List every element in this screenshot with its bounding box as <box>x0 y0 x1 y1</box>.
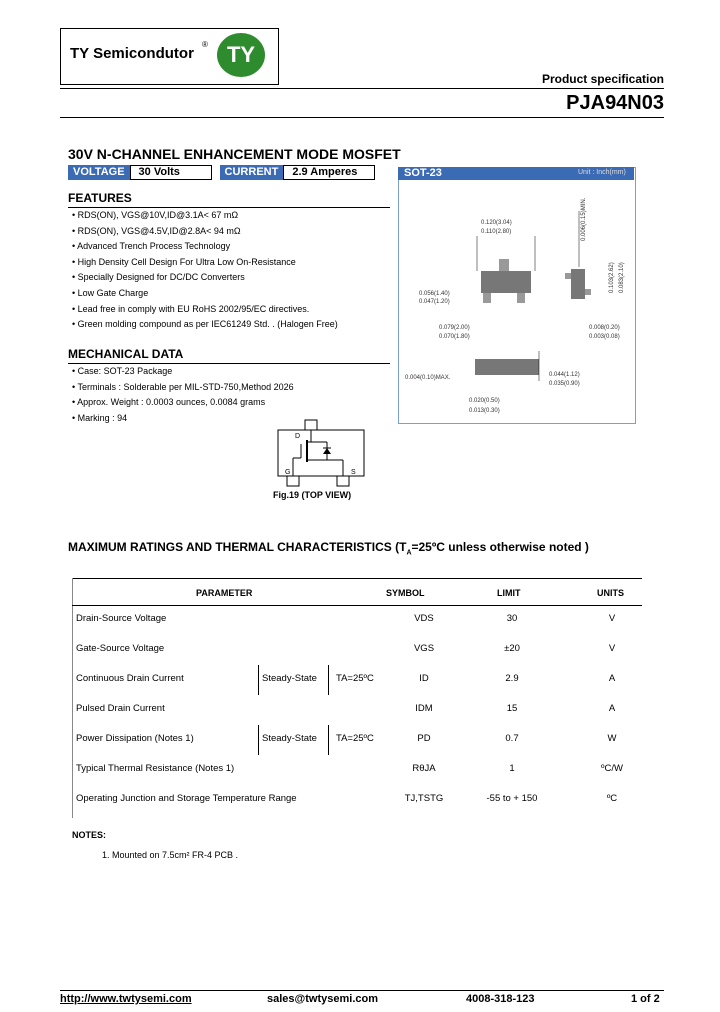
pin-label-g: G <box>285 469 291 476</box>
footer-divider <box>60 990 664 991</box>
dim-label: 0.013(0.30) <box>469 408 500 414</box>
features-heading: FEATURES <box>68 191 390 208</box>
company-name: TY Semicondutor <box>70 45 194 62</box>
voltage-value: 30 Volts <box>130 165 212 180</box>
list-item: • Marking : 94 <box>72 411 294 427</box>
note-item: 1. Mounted on 7.5cm² FR-4 PCB . <box>102 850 239 860</box>
dim-label: 0.083(2.10) <box>619 262 625 293</box>
footer-phone: 4008-318-123 <box>466 993 535 1005</box>
pin-label-d: D <box>295 433 301 440</box>
notes-heading: NOTES: <box>72 830 107 840</box>
current-value: 2.9 Amperes <box>283 165 375 180</box>
dim-label: 0.103(2.62) <box>609 262 615 293</box>
table-row: Power Dissipation (Notes 1) Steady-State TA=25ºC PD 0.7 W <box>72 725 642 755</box>
dim-label: 0.110(2.80) <box>481 229 512 235</box>
registered-mark: ® <box>202 40 208 49</box>
dim-label: 0.079(2.00) <box>439 325 470 331</box>
pin-label-s: S <box>351 469 356 476</box>
table-top-border <box>72 578 642 579</box>
dim-label: 0.003(0.08) <box>589 334 620 340</box>
dim-label: 0.044(1.12) <box>549 372 580 378</box>
dim-label: 0.008(0.20) <box>589 325 620 331</box>
dim-label: 0.120(3.04) <box>481 220 512 226</box>
dim-label: 0.056(1.40) <box>419 291 450 297</box>
voltage-label: VOLTAGE <box>68 165 130 180</box>
table-row: Typical Thermal Resistance (Notes 1) RθJA 1 ºC/W <box>76 763 623 774</box>
col-header-units: UNITS <box>597 588 624 598</box>
col-header-parameter: PARAMETER <box>196 588 253 598</box>
spec-bar <box>68 165 375 180</box>
list-item: • Terminals : Solderable per MIL-STD-750,Method 2026 <box>72 380 294 396</box>
package-unit: Unit : Inch(mm) <box>578 169 626 176</box>
list-item: • Low Gate Charge <box>72 286 338 302</box>
dim-label: 0.070(1.80) <box>439 334 470 340</box>
dim-label: 0.006(0.15)MIN. <box>581 197 587 241</box>
page-number: 1 of 2 <box>631 993 660 1005</box>
table-row: Drain-Source Voltage VDS 30 V <box>76 613 616 624</box>
current-label: CURRENT <box>220 165 284 180</box>
list-item: • RDS(ON), VGS@4.5V,ID@2.8A< 94 mΩ <box>72 224 338 240</box>
table-row: Operating Junction and Storage Temperature Range TJ,TSTG -55 to + 150 ºC <box>76 793 618 804</box>
table-row: Pulsed Drain Current IDM 15 A <box>76 703 616 714</box>
col-header-symbol: SYMBOL <box>386 588 425 598</box>
dim-label: 0.035(0.90) <box>549 381 580 387</box>
package-title: SOT-23 <box>404 167 442 179</box>
dim-label: 0.020(0.50) <box>469 398 500 404</box>
list-item: • RDS(ON), VGS@10V,ID@3.1A< 67 mΩ <box>72 208 338 224</box>
list-item: • Case: SOT-23 Package <box>72 364 294 380</box>
col-header-limit: LIMIT <box>497 588 521 598</box>
ratings-heading: MAXIMUM RATINGS AND THERMAL CHARACTERISTICS ($T_A=25ºC$ unless otherwise noted ) <box>68 540 589 557</box>
page-title: 30V N-CHANNEL ENHANCEMENT MODE MOSFET <box>68 146 401 162</box>
table-row: Gate-Source Voltage VGS ±20 V <box>76 643 616 654</box>
mechanical-heading: MECHANICAL DATA <box>68 347 390 364</box>
divider <box>60 88 664 89</box>
divider <box>60 117 664 118</box>
package-outline-drawing <box>399 181 633 421</box>
figure-caption: Fig.19 (TOP VIEW) <box>273 490 352 500</box>
list-item: • High Density Cell Design For Ultra Low On-Resistance <box>72 255 338 271</box>
list-item: • Approx. Weight : 0.0003 ounces, 0.0084 grams <box>72 395 294 411</box>
dim-label: 0.004(0.10)MAX. <box>405 375 451 381</box>
footer-email-link[interactable]: sales@twtysemi.com <box>267 993 378 1005</box>
list-item: • Lead free in comply with EU RoHS 2002/95/EC directives. <box>72 302 338 318</box>
doc-type: Product specification <box>541 72 664 86</box>
mosfet-symbol-icon <box>277 418 367 488</box>
footer-website-link[interactable]: http://www.twtysemi.com <box>60 993 192 1005</box>
list-item: • Specially Designed for DC/DC Converters <box>72 270 338 286</box>
mechanical-list <box>72 364 294 426</box>
features-list <box>72 208 338 333</box>
logo-icon: TY <box>217 33 265 77</box>
table-row: Continuous Drain Current Steady-State TA=25ºC ID 2.9 A <box>72 665 642 695</box>
list-item: • Advanced Trench Process Technology <box>72 239 338 255</box>
list-item: • Green molding compound as per IEC61249 Std. . (Halogen Free) <box>72 317 338 333</box>
dim-label: 0.047(1.20) <box>419 299 450 305</box>
part-number: PJA94N03 <box>566 92 664 114</box>
